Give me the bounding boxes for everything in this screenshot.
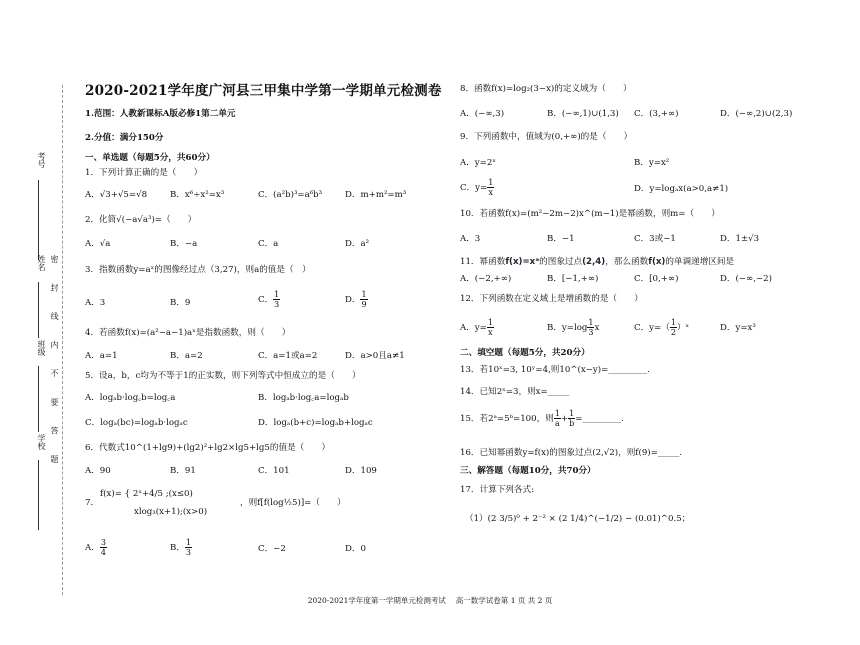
- school-line: [38, 460, 39, 530]
- q6-option-b: B．91: [170, 466, 196, 476]
- section-fill-blank: 二、填空题（每题5分，共20分）: [460, 348, 590, 358]
- class-label: 班级: [37, 340, 46, 356]
- q1-option-d: D．m+m²=m³: [345, 190, 407, 200]
- section-solution: 三、解答题（每题10分，共70分）: [460, 466, 596, 476]
- question-7-piece-1: f(x)= { 2ˣ+4/5 ;(x≤0): [100, 489, 193, 499]
- q6-option-c: C．101: [258, 466, 290, 476]
- q3-option-a: A．3: [85, 298, 106, 308]
- exam-range: 1.范围：人教新课标A版必修1第二单元: [85, 109, 236, 119]
- q12-option-d: D．y=x³: [720, 323, 756, 333]
- question-13: 13．若10ˣ=3, 10ʸ=4,则10^(x−y)=_________.: [460, 365, 650, 375]
- q6-option-a: A．90: [85, 466, 111, 476]
- q7-option-d: D．0: [345, 544, 366, 554]
- q11-option-d: D．(−∞,−2): [720, 274, 772, 284]
- q6-option-d: D．109: [345, 466, 377, 476]
- q5-option-b: B．logₐb·log꜀a=logₐb: [258, 393, 349, 403]
- page-footer: 2020-2021学年度第一学期单元检测考试 高一数学试卷第 1 页 共 2 页: [307, 596, 553, 605]
- q10-option-d: D．1±√3: [720, 234, 760, 244]
- q7-option-a: A． $\frac{3}{4}$: [85, 538, 106, 557]
- binding-dashed-line: [62, 85, 63, 595]
- q11-option-b: B．[−1,+∞): [547, 274, 599, 284]
- question-7-number: 7．: [85, 498, 100, 508]
- question-12: 12．下列函数在定义域上是增函数的是（ ）: [460, 294, 643, 304]
- q9-option-c: C．y= $\frac{1}{x}$: [460, 178, 494, 197]
- class-line: [38, 366, 39, 432]
- seal-warning: 密 封 线 内 不 要 答 题: [50, 255, 59, 472]
- q1-option-b: B．x⁶÷x²=x³: [170, 190, 225, 200]
- q4-option-c: C．a=1或a=2: [258, 351, 318, 361]
- exam-score: 2.分值：满分150分: [85, 133, 164, 143]
- q11-option-a: A．(−2,+∞): [460, 274, 512, 284]
- q3-option-b: B．9: [170, 298, 191, 308]
- question-9: 9．下列函数中，值域为(0,+∞)的是（ ）: [460, 132, 633, 142]
- exam-number-line: [38, 180, 39, 260]
- q8-option-d: D．(−∞,2)∪(2,3): [720, 109, 793, 119]
- question-5: 5．设a，b，c均为不等于1的正实数，则下列等式中恒成立的是（ ）: [85, 371, 361, 381]
- question-7-piece-2: xlog₃(x+1);(x>0): [134, 507, 208, 517]
- question-8: 8．函数f(x)=log₂(3−x)的定义域为（ ）: [460, 84, 632, 94]
- question-1: 1．下列计算正确的是（ ）: [85, 168, 203, 178]
- q12-option-b: B．y=log $\frac{1}{3}$ x: [547, 318, 600, 337]
- question-10: 10．若函数f(x)=(m²−2m−2)x^(m−1)是幂函数，则m=（ ）: [460, 209, 720, 219]
- q5-option-d: D．logₐ(b+c)=logₐb+logₐc: [258, 418, 373, 428]
- name-line: [38, 282, 39, 338]
- question-2: 2．化简√(−a√a³)=（ ）: [85, 215, 197, 225]
- page-title: 2020-2021学年度广河县三甲集中学第一学期单元检测卷: [85, 83, 442, 99]
- school-label: 学校: [37, 434, 46, 450]
- q8-option-a: A．(−∞,3): [460, 109, 505, 119]
- q4-option-d: D．a>0且a≠1: [345, 351, 405, 361]
- q12-option-c: C．y=（ $\frac{1}{2}$ ）ˣ: [634, 318, 690, 337]
- q10-option-b: B．−1: [547, 234, 575, 244]
- q2-option-c: C．a: [258, 239, 279, 249]
- q7-option-c: C．−2: [258, 544, 286, 554]
- name-label: 姓名: [37, 255, 46, 271]
- q9-option-a: A．y=2ˣ: [460, 158, 496, 168]
- exam-number-label: 考号: [37, 152, 46, 168]
- question-6: 6．代数式10^(1+lg9)+(lg2)²+lg2×lg5+lg5的值是（ ）: [85, 443, 331, 453]
- q1-option-c: C．(a²b)³=a⁶b³: [258, 190, 323, 200]
- question-15: 15．若2ᵃ=5ᵇ=100，则 $\frac{1}{a}$ + $\frac{1}{b}$ =_________.: [460, 409, 624, 428]
- q4-option-b: B．a=2: [170, 351, 203, 361]
- q9-option-b: B．y=x²: [634, 158, 670, 168]
- q4-option-a: A．a=1: [85, 351, 118, 361]
- section-single-choice: 一、单选题（每题5分，共60分）: [85, 153, 215, 163]
- q2-option-d: D．a²: [345, 239, 370, 249]
- question-17: 17．计算下列各式:: [460, 485, 534, 495]
- q7-option-b: B． $\frac{1}{3}$: [170, 538, 192, 557]
- question-7-tail: ，则f[f(log½5)]=（ ）: [240, 498, 346, 508]
- q9-option-d: D．y=logₐx(a>0,a≠1): [634, 184, 729, 194]
- q2-option-a: A．√a: [85, 239, 111, 249]
- q2-option-b: B．−a: [170, 239, 198, 249]
- question-11: 11．幂函数f(x)=xᵃ的图象过点(2,4)，那么函数f(x)的单调递增区间是: [460, 257, 735, 267]
- q8-option-b: B．(−∞,1)∪(1,3): [547, 109, 619, 119]
- q12-option-a: A．y= $\frac{1}{x}$: [460, 318, 493, 337]
- q8-option-c: C．(3,+∞): [634, 109, 679, 119]
- q11-option-c: C．[0,+∞): [634, 274, 679, 284]
- q10-option-c: C．3或−1: [634, 234, 676, 244]
- question-3: 3．指数函数y=aˣ的图像经过点（3,27)，则a的值是（ ）: [85, 265, 311, 275]
- q3-option-d: D． $\frac{1}{9}$: [345, 290, 367, 309]
- q5-option-c: C．logₐ(bc)=logₐb·logₐc: [85, 418, 188, 428]
- question-16: 16．已知幂函数y=f(x)的图象过点(2,√2)，则f(9)=_____.: [460, 448, 683, 458]
- q3-option-c: C． $\frac{1}{3}$: [258, 290, 280, 309]
- q1-option-a: A．√3+√5=√8: [85, 190, 148, 200]
- q5-option-a: A．logₐb·log꜀b=log꜀a: [85, 393, 176, 403]
- question-17-part-1: （1）(2 3/5)⁰ + 2⁻² × (2 1/4)^(−1/2) − (0.01)^0.5；: [465, 514, 691, 524]
- q10-option-a: A．3: [460, 234, 481, 244]
- question-14: 14．已知2ˣ=3，则x=_____: [460, 387, 570, 397]
- question-4: 4．若函数f(x)=(a²−a−1)aˣ是指数函数，则（ ）: [85, 328, 291, 338]
